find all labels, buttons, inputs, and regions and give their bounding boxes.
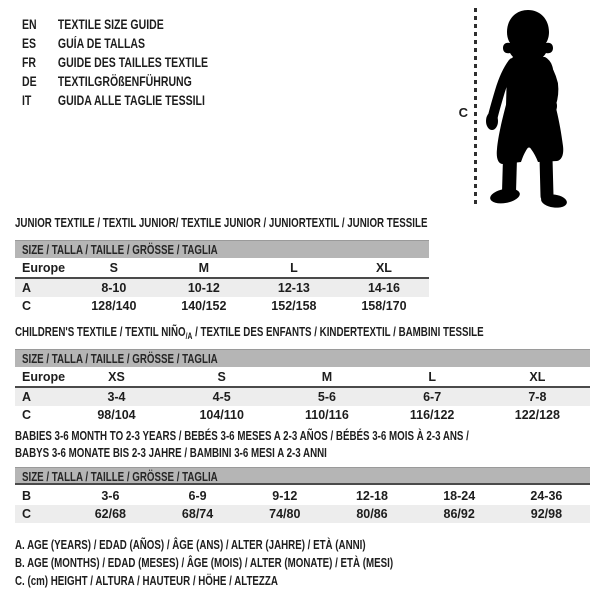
table-row	[15, 505, 590, 523]
row-label: A	[22, 390, 32, 404]
children-size-header-bar	[15, 349, 590, 367]
lang-code: ES	[22, 36, 37, 51]
lang-row-it	[22, 91, 208, 110]
size-value: 24-36	[530, 489, 563, 503]
note-age-years	[15, 536, 519, 554]
lang-row-fr	[22, 53, 208, 72]
row-label: C	[22, 408, 32, 422]
size-value: 80/86	[356, 507, 388, 521]
size-value: 12-13	[277, 281, 310, 295]
size-value: XS	[64, 367, 169, 387]
table-row	[15, 258, 429, 278]
height-measure-figure	[448, 6, 593, 216]
size-header-text: SIZE / TALLA / TAILLE / GRÖSSE / TAGLIA	[22, 351, 218, 366]
height-measure-label: C	[458, 105, 468, 120]
children-title-text	[15, 323, 484, 345]
babies-section-title	[15, 427, 600, 461]
note-height-cm	[15, 572, 519, 590]
row-label: Europe	[15, 258, 69, 278]
row-label: Europe	[15, 367, 64, 387]
size-header-text: SIZE / TALLA / TAILLE / GRÖSSE / TAGLIA	[22, 242, 218, 257]
size-value: 14-16	[367, 281, 400, 295]
lang-title: GUIDE DES TAILLES TEXTILE	[57, 55, 209, 70]
row-label: C	[22, 507, 32, 521]
note-text: C. (cm) HEIGHT / ALTURA / HAUTEUR / HÖHE / ALTEZZA	[15, 573, 278, 588]
babies-size-header-bar	[15, 467, 590, 485]
size-value: 8-10	[101, 281, 127, 295]
size-value: XL	[339, 258, 429, 278]
size-value: 4-5	[212, 390, 231, 404]
size-value: 98/104	[97, 408, 136, 422]
lang-title: GUIDA ALLE TAGLIE TESSILI	[57, 93, 205, 108]
junior-section-title	[15, 214, 565, 231]
row-label: C	[22, 299, 32, 313]
size-value: 122/128	[514, 408, 560, 422]
children-title-subscript: /A	[185, 331, 193, 341]
size-value: 7-8	[528, 390, 547, 404]
note-text: A. AGE (YEARS) / EDAD (AÑOS) / ÂGE (ANS) / ALTER (JAHRE) / ETÀ (ANNI)	[15, 537, 366, 552]
size-value: 18-24	[443, 489, 476, 503]
lang-code: EN	[22, 17, 37, 32]
size-value: 74/80	[269, 507, 301, 521]
size-value: 6-9	[188, 489, 207, 503]
size-value: 128/140	[91, 299, 137, 313]
size-value: 86/92	[443, 507, 475, 521]
size-value: XL	[485, 367, 590, 387]
size-value: 6-7	[423, 390, 442, 404]
junior-size-header-bar	[15, 240, 429, 258]
babies-title-line1: BABIES 3-6 MONTH TO 2-3 YEARS / BEBÉS 3-6 MESES A 2-3 AÑOS / BÉBÉS 3-6 MOIS À 2-3 ANS /	[15, 428, 469, 443]
size-value: 10-12	[187, 281, 220, 295]
children-title-post: / TEXTILE DES ENFANTS / KINDERTEXTIL / BAMBINI TESSILE	[192, 324, 484, 339]
size-value: 68/74	[181, 507, 214, 521]
toddler-silhouette-icon	[483, 6, 583, 214]
size-value: 12-18	[355, 489, 388, 503]
legend-notes	[15, 536, 519, 590]
size-value: L	[380, 367, 485, 387]
lang-code: FR	[22, 55, 37, 70]
size-value: 152/158	[271, 299, 317, 313]
children-section-title	[15, 323, 600, 345]
lang-row-de	[22, 72, 208, 91]
table-row	[15, 406, 590, 424]
size-value: 92/98	[530, 507, 563, 521]
height-dashed-line-icon	[474, 8, 477, 207]
junior-title-text: JUNIOR TEXTILE / TEXTIL JUNIOR/ TEXTILE JUNIOR / JUNIORTEXTIL / JUNIOR TESSILE	[15, 215, 428, 230]
children-size-table	[15, 367, 590, 424]
table-row	[15, 297, 429, 315]
row-label: A	[22, 281, 32, 295]
size-value: 3-4	[107, 390, 126, 404]
language-title-list	[22, 15, 261, 110]
size-value: 9-12	[272, 489, 298, 503]
size-value: 62/68	[94, 507, 126, 521]
row-label: B	[22, 489, 32, 503]
note-text: B. AGE (MONTHS) / EDAD (MESES) / ÂGE (MOIS) / ALTER (MONATE) / ETÀ (MESI)	[15, 555, 394, 570]
size-value: S	[69, 258, 159, 278]
size-header-text: SIZE / TALLA / TAILLE / GRÖSSE / TAGLIA	[22, 469, 218, 484]
lang-row-en	[22, 15, 208, 34]
size-value: 110/116	[305, 408, 349, 422]
lang-title: GUÍA DE TALLAS	[57, 36, 146, 51]
size-value: 158/170	[361, 299, 407, 313]
babies-size-table	[15, 487, 590, 523]
lang-row-es	[22, 34, 208, 53]
size-value: S	[169, 367, 274, 387]
size-value: 116/122	[409, 408, 455, 422]
lang-code: IT	[22, 93, 32, 108]
size-value: 3-6	[101, 489, 120, 503]
lang-title: TEXTILE SIZE GUIDE	[57, 17, 164, 32]
size-value: 140/152	[181, 299, 227, 313]
table-row	[15, 367, 590, 387]
lang-code: DE	[22, 74, 37, 89]
lang-title: TEXTILGRÖßENFÜHRUNG	[57, 74, 192, 89]
size-value: 104/110	[199, 408, 244, 422]
children-title-pre: CHILDREN'S TEXTILE / TEXTIL NIÑO	[15, 324, 186, 339]
size-value: M	[159, 258, 249, 278]
table-row	[15, 487, 590, 505]
junior-size-table	[15, 258, 429, 315]
note-age-months	[15, 554, 519, 572]
table-row	[15, 387, 590, 406]
size-value: 5-6	[317, 390, 336, 404]
size-value: L	[249, 258, 339, 278]
table-row	[15, 278, 429, 297]
babies-title-line2: BABYS 3-6 MONATE BIS 2-3 JAHRE / BAMBINI 3-6 MESI A 2-3 ANNI	[15, 445, 327, 460]
size-value: M	[274, 367, 379, 387]
